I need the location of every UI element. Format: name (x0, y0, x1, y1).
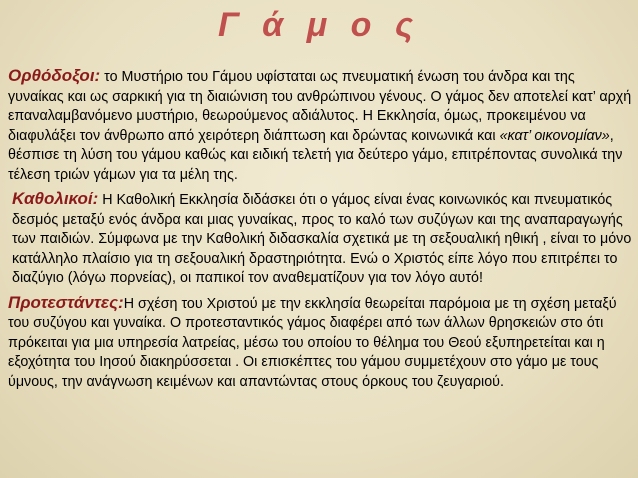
slide-title: Γ ά μ ο ς (218, 6, 420, 44)
section-text-orthodox-emphasis: «κατ’ οικονομίαν» (499, 127, 610, 144)
section-text-orthodox-part2: , θέσπισε τη λύση του γάμου καθώς και ειδική τελετή για δεύτερο γάμο, επιτρέποντας συνολικά την τέλεση τριών γάμων για τα μέλη της. (8, 127, 623, 183)
section-orthodox (8, 66, 632, 185)
section-text-orthodox-part1: το Μυστήριο του Γάμου υφίσταται ως πνευματική ένωση του άνδρα και της γυναίκας και ως σαρκική για τη διαιώνιση του ανθρώπινου γένους. Ο γάμος δεν αποτελεί κατ’ αρχή επαναλαμβανόμενο μυστήριο, θεωρούμενος αδιάλυτος. Η Εκκλησία, όμως, προκειμένου να διαφυλάξει τον άνθρωπο από χειρότερη διάπτωση και δρώντας κοινωνικά και (8, 69, 632, 144)
section-catholic (8, 189, 632, 289)
section-protestant (8, 293, 632, 393)
section-heading-protestant: Προτεστάντες: (8, 292, 124, 312)
section-heading-orthodox: Ορθόδοξοι: (8, 66, 101, 85)
section-heading-catholic: Καθολικοί: (12, 189, 99, 208)
section-text-protestant: Η σχέση του Χριστού με την εκκλησία θεωρείται παρόμοια με τη σχέση μεταξύ του συζύγου και γυναίκα. Ο προτεσταντικός γάμος διαφέρει από των άλλων θρησκειών στο ότι πρόκειται για μια υπηρεσία λατρείας, μέσω του οποίου το θέλημα του Θεού εξυπηρετείται και η εξοχότητα του Ιησού διακηρύσσεται . Οι επισκέπτες του γάμου συμμετέχουν στο γάμο με τους ύμνους, την ανάγνωση κειμένων και απαντώντας στους όρκους του ζευγαριού. (8, 295, 617, 390)
slide-content (8, 66, 632, 392)
section-text-catholic: Η Καθολική Εκκλησία διδάσκει ότι ο γάμος είναι ένας κοινωνικός και πνευματικός δεσμός μεταξύ ενός άνδρα και μιας γυναίκας, προς το καλό των συζύγων και της αναπαραγωγής των παιδιών. Σύμφωνα με την Καθολική διδασκαλία σχετικά με τη σεξουαλική ηθική , είναι το μόνο κατάλληλο πλαίσιο για τη σεξουαλική δραστηριότητα. Ενώ ο Χριστός είπε λόγο που επιτρέπει το διαζύγιο (λόγω πορνείας), οι παπικοί τον αναθεματίζουν για τον λόγο αυτό! (12, 192, 632, 286)
